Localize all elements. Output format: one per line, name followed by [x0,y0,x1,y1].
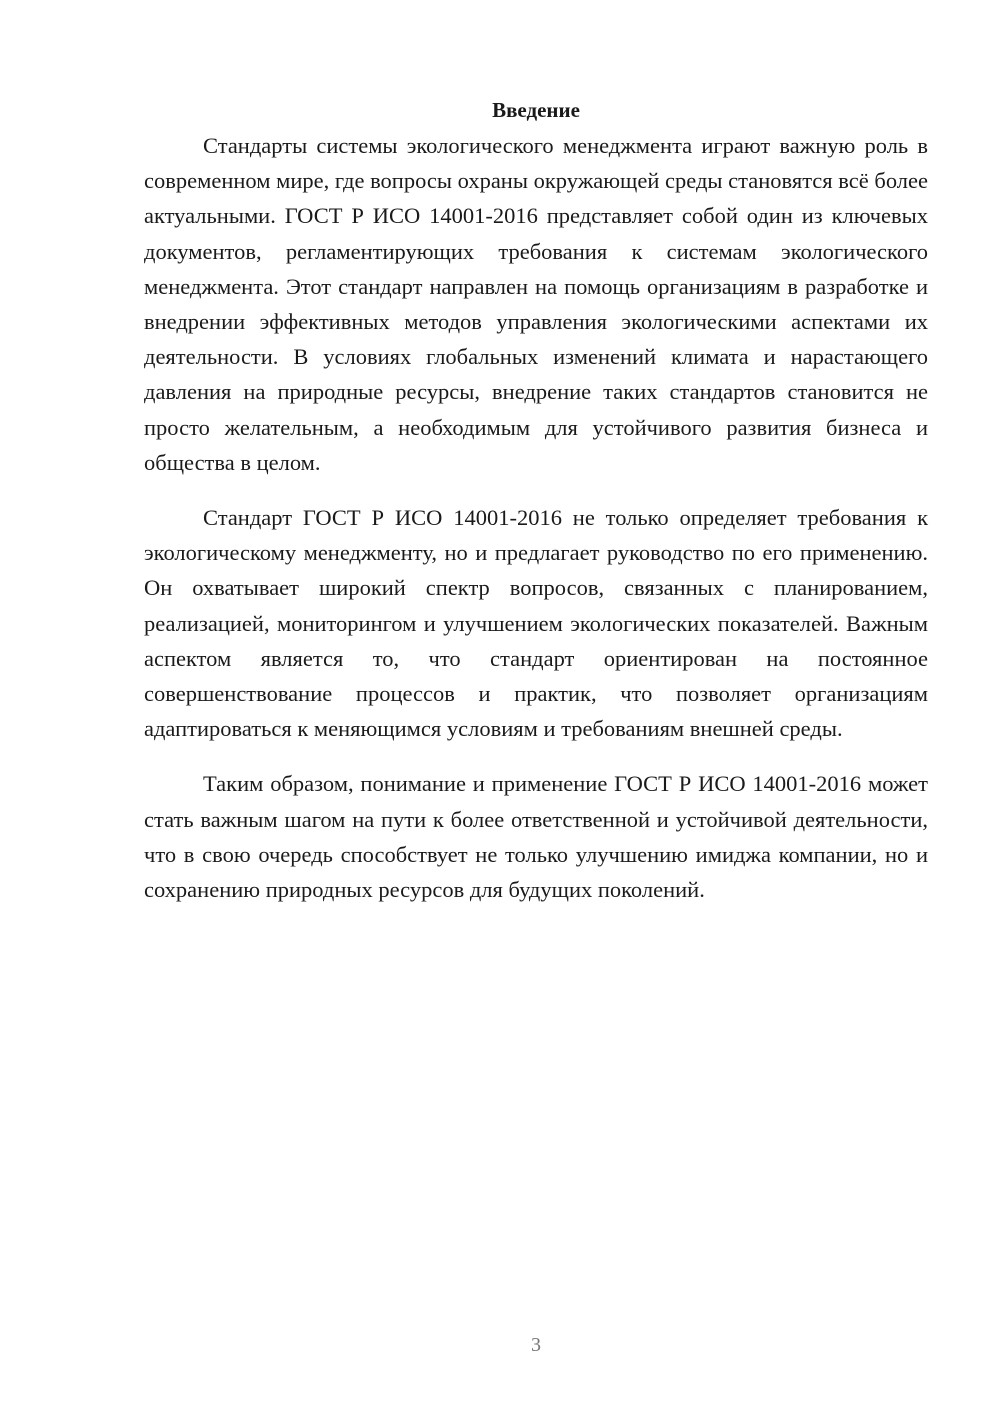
paragraph-2: Стандарт ГОСТ Р ИСО 14001-2016 не только определяет требования к экологическому менеджменту, но и предлагает руководство по его применению. Он охватывает широкий спектр вопросов, связанных с планированием, реализацией, мониторингом и улучшением экологических показателей. Важным аспектом является то, что стандарт ориентирован на постоянное совершенствование процессов и практик, что позволяет организациям адаптироваться к меняющимся условиям и требованиям внешней среды. [144,505,928,742]
paragraph-3: Таким образом, понимание и применение ГОСТ Р ИСО 14001-2016 может стать важным шагом на пути к более ответственной и устойчивой деятельности, что в свою очередь способствует не только улучшению имиджа компании, но и сохранению природных ресурсов для будущих поколений. [144,771,928,903]
paragraph-1: Стандарты системы экологического менеджмента играют важную роль в современном мире, где вопросы охраны окружающей среды становятся всё более актуальными. ГОСТ Р ИСО 14001-2016 представляет собой один из ключевых документов, регламентирующих требования к системам экологического менеджмента. Этот стандарт направлен на помощь организациям в разработке и внедрении эффективных методов управления экологическими аспектами их деятельности. В условиях глобальных изменений климата и нарастающего давления на природные ресурсы, внедрение таких стандартов становится не просто желательным, а необходимым для устойчивого развития бизнеса и общества в целом. [144,133,928,475]
page-content [144,92,928,907]
section-heading: Введение [492,98,580,122]
page-number: 3 [531,1334,541,1356]
